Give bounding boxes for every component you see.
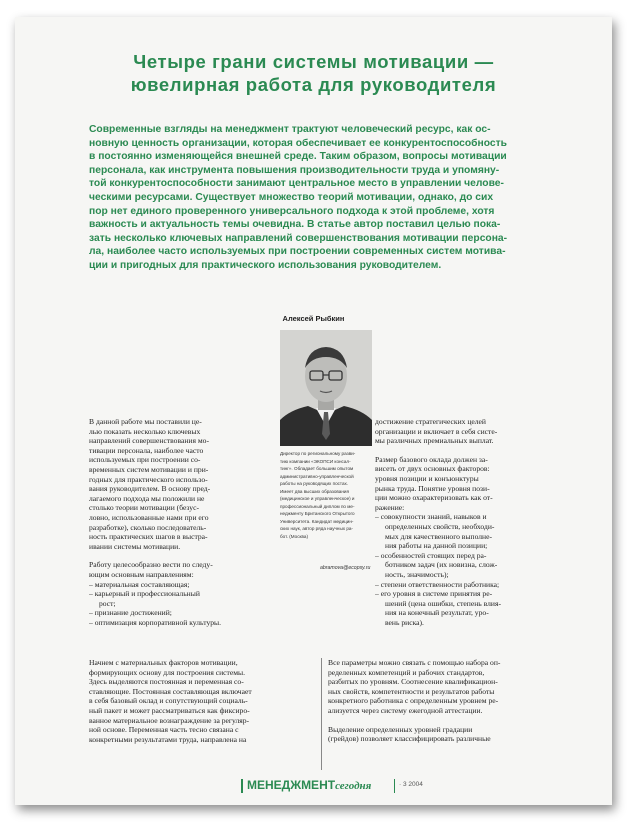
text-line: направлений совершенствования мо-: [89, 436, 209, 446]
bullet-list: [375, 512, 553, 627]
caption-line: тинг». Обладает большим опытом: [280, 466, 354, 471]
caption-line: профессиональный диплом по ме-: [280, 503, 355, 509]
text-line: висеть от двух основных факторов:: [375, 464, 490, 474]
text-line: Все параметры можно связать с помощью набора оп-: [328, 658, 501, 667]
lead-line: в постоянно изменяющейся внешней среде. Таким образом, вопросы мотивации: [89, 151, 507, 163]
paragraph: [89, 417, 274, 551]
article-title: [15, 50, 612, 96]
text-line: лагаемого подхода мы положили не: [89, 493, 205, 503]
text-line: рынка труда. Понятие уровня пози-: [375, 483, 490, 493]
text-line: ции можно охарактеризовать как от-: [375, 493, 493, 503]
caption-line: Имеет два высших образования: [280, 488, 349, 494]
text-line: Работу целесообразно вести по следу-: [89, 560, 213, 570]
list-item-continued: рост;: [99, 598, 116, 608]
text-line: организации и включает в себя систе-: [375, 426, 498, 436]
text-line: тивации персонала, наиболее часто: [89, 445, 204, 455]
footer-accent-bar: [241, 779, 243, 793]
caption-line: (медицинское и управленческое) и: [280, 496, 355, 501]
text-line: ванное материальное вознаграждение за регуляр-: [89, 715, 250, 725]
body-column-3: [89, 658, 311, 744]
lead-line: ческими ресурсами. Существует множество теорий мотивации, однако, до сих: [89, 191, 494, 203]
list-item-continued: определенных свойств, необходи-: [385, 521, 495, 531]
text-line: уровня позиции и конъюнктуры: [375, 473, 479, 483]
bullet-list: [89, 580, 274, 628]
lead-line: пор нет единого проверенного универсального подхода к этой проблеме, хотя: [89, 205, 495, 217]
article-title-line-1: Четыре грани системы мотивации —: [133, 51, 494, 72]
text-line: конкретными результатами труда, направлена на: [89, 734, 247, 744]
text-line: мы различных премиальных выплат.: [375, 436, 494, 446]
caption-line: работы на руководящих постах.: [280, 481, 349, 486]
lead-line: зать несколько ключевых направлений совершенствования мотивации персона-: [89, 232, 508, 244]
article-title-line-2: ювелирная работа для руководителя: [130, 74, 497, 95]
paragraph: [375, 455, 553, 513]
text-line: ражение:: [375, 502, 405, 512]
list-item-continued: ботником задач (их новизна, слож-: [385, 560, 498, 570]
text-line: ализуется через систему ежегодной аттестации.: [328, 705, 483, 715]
lead-line: персонала, как инструмента повышения производительности труда и упомяну-: [89, 164, 500, 176]
author-caption: [280, 450, 378, 540]
text-line: формирующих основу для построения системы.: [89, 667, 246, 677]
lead-line: Современные взгляды на менеджмент трактуют человеческий ресурс, как ос-: [89, 124, 491, 135]
issue-number: · 3 2004: [399, 781, 423, 788]
text-line: ределенных компетенций и рабочих стандартов,: [328, 667, 485, 677]
list-item-continued: шений (цена ошибки, степень влия-: [385, 598, 502, 608]
lead-line: той конкурентоспособности занимают центральное место в управлении челове-: [89, 178, 504, 190]
list-item-continued: ния на конечный результат, уро-: [385, 608, 489, 618]
paragraph: [328, 725, 552, 744]
list-item: – его уровня в системе принятия ре-: [375, 589, 493, 599]
paragraph: [375, 417, 553, 446]
caption-line: бот. (Москва): [280, 533, 308, 539]
body-column-1: [89, 417, 274, 627]
lead-line: ла, наиболее часто используемых при построении современных систем мотива-: [89, 246, 506, 258]
list-item: – степени ответственности работника;: [375, 579, 500, 589]
body-column-4: [328, 658, 552, 744]
text-line: вания руководителем. В основу пред-: [89, 484, 211, 494]
list-item-continued: мых для качественного выполне-: [385, 531, 493, 541]
magazine-logo: [247, 778, 371, 792]
caption-line: административно-управленческой: [280, 473, 354, 479]
list-item: – оптимизация корпоративной культуры.: [89, 617, 222, 627]
caption-line: неджменту Британского Открытого: [280, 511, 355, 516]
text-line: в себя базовый оклад и сопутствующий социаль-: [89, 696, 248, 706]
text-line: временных систем мотивации и при-: [89, 464, 209, 474]
text-line: разбитых по уровням. Соотнесение квалификацион-: [328, 677, 498, 687]
text-line: (грейдов) позволяет классифицировать различные: [328, 734, 491, 744]
lead-line: важность и актуальность темы очевидна. В статье автор поставил целью пока-: [89, 219, 501, 231]
lead-line: ции и пригодных для практического использования руководителем.: [89, 259, 442, 271]
list-item: – карьерный и профессиональный: [89, 589, 200, 599]
text-line: лью показать несколько ключевых: [89, 426, 201, 436]
text-line: ющим основным направлениям:: [89, 569, 194, 579]
text-line: ных свойств, компетентности и результатов работы: [328, 686, 495, 696]
list-item: – совокупности знаний, навыков и: [375, 512, 487, 522]
text-line: используемых при построении со-: [89, 455, 201, 465]
text-line: ной основе. Переменная часть тесно связана с: [89, 725, 239, 735]
author-portrait-image: [280, 330, 372, 446]
caption-line: ских наук, автор ряда научных ра-: [280, 526, 353, 531]
author-photo: [280, 330, 372, 446]
text-line: Размер базового оклада должен за-: [375, 454, 488, 464]
caption-line: тию компании «ЭКОПСИ консал-: [280, 458, 351, 464]
text-line: ставляющие. Постоянная составляющая включает: [89, 686, 252, 696]
body-column-2: [375, 417, 553, 627]
text-line: достижение стратегических целей: [375, 417, 486, 426]
logo-main-text: МЕНЕДЖМЕНТ: [247, 778, 336, 792]
text-line: конкретного работника с определенным уровнем ре-: [328, 696, 499, 706]
lead-line: новную ценность организации, которая обеспечивает ее конкурентоспособность: [89, 137, 507, 149]
logo-italic-text: сегодня: [335, 780, 372, 792]
text-line: ловно, использованные нами при его: [89, 512, 209, 522]
footer-separator: [394, 779, 395, 793]
list-item-continued: ность, значимость);: [385, 569, 449, 579]
text-line: ный пакет и может рассматриваться как фиксиро-: [89, 705, 250, 715]
list-item-continued: вень риска).: [385, 617, 424, 627]
magazine-page: [15, 17, 612, 805]
list-item-continued: ния работы на данной позиции;: [385, 541, 488, 551]
column-divider: [321, 658, 322, 770]
text-line: В данной работе мы поставили це-: [89, 417, 202, 426]
text-line: ивании системы мотивации.: [89, 541, 181, 551]
list-item: – признание достижений;: [89, 608, 172, 618]
author-name: Алексей Рыбкин: [282, 314, 345, 323]
text-line: ность практических шагов в выстра-: [89, 532, 208, 542]
text-line: разработке), сколько последователь-: [89, 522, 207, 532]
text-line: годных для практического использо-: [89, 474, 208, 484]
text-line: Выделение определенных уровней градации: [328, 724, 473, 734]
paragraph: [89, 560, 274, 579]
caption-line: Университета. Кандидат медицин-: [280, 518, 354, 524]
list-item: – особенностей стоящих перед ра-: [375, 550, 487, 560]
text-line: столько теории мотивации (безус-: [89, 503, 199, 513]
article-lead: [89, 123, 547, 273]
list-item: – материальная составляющая;: [89, 579, 190, 589]
text-line: Здесь выделяются постоянная и переменная со-: [89, 677, 244, 687]
text-line: Начнем с материальных факторов мотивации,: [89, 658, 238, 667]
paragraph: [328, 658, 552, 716]
caption-line: Директор по региональному разви-: [280, 451, 356, 456]
author-email[interactable]: abramova@ecopsy.ru: [320, 565, 371, 571]
